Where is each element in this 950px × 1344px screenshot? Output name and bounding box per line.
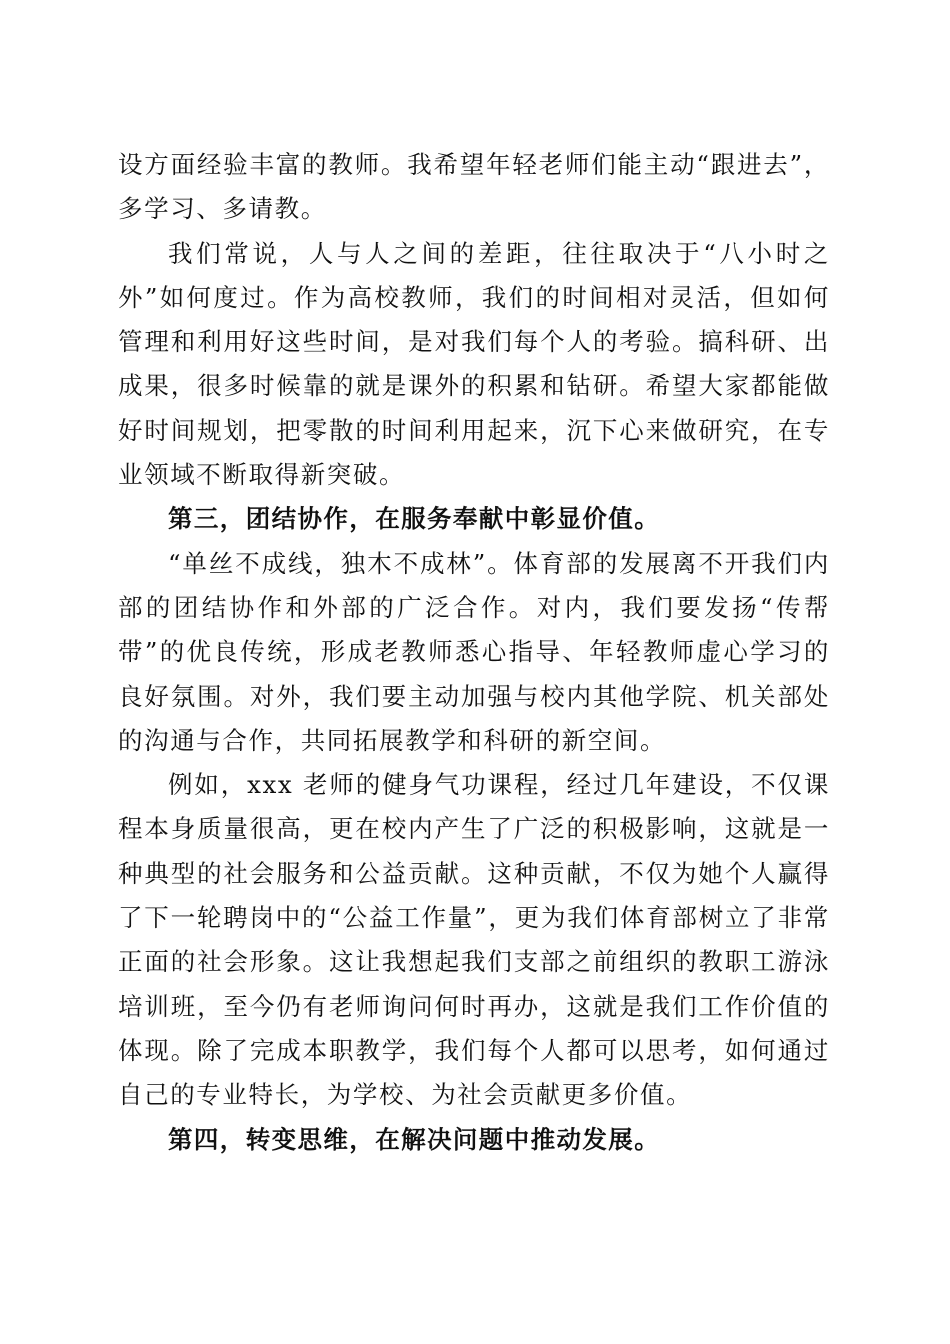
paragraph-time-management: 我们常说，人与人之间的差距，往往取决于“八小时之外”如何度过。作为高校教师，我们的时间相对灵活，但如何管理和利用好这些时间，是对我们每个人的考验。搞科研、出成果，很多时候靠的就是课外的积累和钻研。希望大家都能做好时间规划，把零散的时间利用起来，沉下心来做研究，在专业领域不断取得新突破。 xyxy=(118,238,830,490)
document-body xyxy=(118,143,830,1162)
section-heading-third: 第三，团结协作，在服务奉献中彰显价值。 xyxy=(168,504,661,534)
section-heading-fourth: 第四，转变思维，在解决问题中推动发展。 xyxy=(168,1124,661,1154)
paragraph-continuation: 设方面经验丰富的教师。我希望年轻老师们能主动“跟进去”，多学习、多请教。 xyxy=(118,150,830,224)
paragraph-collaboration: “单丝不成线，独木不成林”。体育部的发展离不开我们内部的团结协作和外部的广泛合作。对内，我们要发扬“传帮带”的优良传统，形成老教师悉心指导、年轻教师虚心学习的良好氛围。对外，我们要主动加强与校内其他学院、机关部处的沟通与合作，共同拓展教学和科研的新空间。 xyxy=(118,548,830,755)
paragraph-example-service: 例如，xxx 老师的健身气功课程，经过几年建设，不仅课程本身质量很高，更在校内产生了广泛的积极影响，这就是一种典型的社会服务和公益贡献。这种贡献，不仅为她个人赢得了下一轮聘岗中的“公益工作量”，更为我们体育部树立了非常正面的社会形象。这让我想起我们支部之前组织的教职工游泳培训班，至今仍有老师询问何时再办，这就是我们工作价值的体现。除了完成本职教学，我们每个人都可以思考，如何通过自己的专业特长，为学校、为社会贡献更多价值。 xyxy=(118,770,830,1110)
